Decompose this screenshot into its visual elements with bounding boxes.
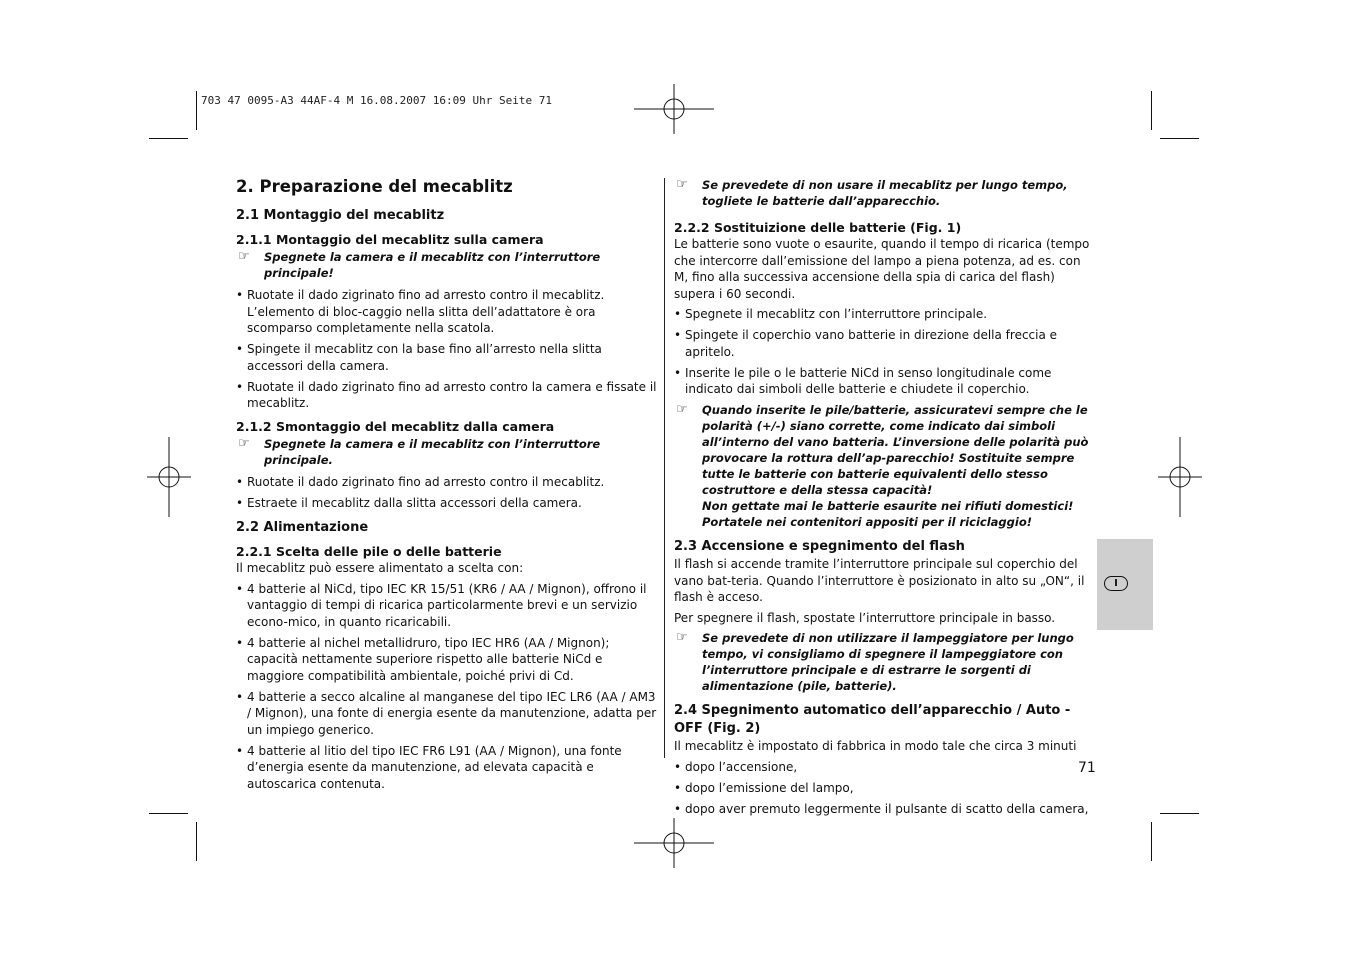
pointing-hand-icon: ☞ xyxy=(676,177,688,192)
list-item: • Estraete il mecablitz dalla slitta accessori della camera. xyxy=(236,495,661,512)
list-item: • 4 batterie al litio del tipo IEC FR6 L91 (AA / Mignon), una fonte d’energia esente da manutenzione, ad elevata capacità e autoscarica contenuta. xyxy=(236,743,661,793)
list-item: • 4 batterie al NiCd, tipo IEC KR 15/51 (KR6 / AA / Mignon), offrono il vantaggio di tempi di ricarica particolarmente brevi e un servizio econo-mico, in quanto ricaricabili. xyxy=(236,581,661,631)
subsection-heading: 2.1.1 Montaggio del mecablitz sulla camera xyxy=(236,232,544,247)
list-item: • Ruotate il dado zigrinato fino ad arresto contro la camera e fissate il mecablitz. xyxy=(236,379,661,412)
list-item: • Inserite le pile o le batterie NiCd in senso longitudinale come indicato dai simboli delle batterie e chiudete il coperchio. xyxy=(674,365,1094,398)
paragraph: Il mecablitz può essere alimentato a scelta con: xyxy=(236,561,524,575)
list-item: • dopo l’emissione del lampo, xyxy=(674,780,1094,797)
list-item: • Ruotate il dado zigrinato fino ad arresto contro il mecablitz. L’elemento di bloc-caggio nella slitta dell’adattatore è ora scomparso completamente nella scatola. xyxy=(236,287,661,337)
pointing-hand-icon: ☞ xyxy=(238,435,250,451)
list-item: • dopo l’accensione, xyxy=(674,759,1094,776)
list-item: • Spegnete il mecablitz con l’interruttore principale. xyxy=(674,306,1094,323)
bullet-list xyxy=(674,759,1094,818)
crop-mark xyxy=(196,822,197,861)
subsection-heading: 2.2.2 Sostituizione delle batterie (Fig. 1) xyxy=(674,220,962,235)
bullet-list xyxy=(674,306,1094,398)
paragraph: Le batterie sono vuote o esaurite, quando il tempo di ricarica (tempo che intercorre dall’emissione del lampo a piena potenza, ad es. con M, fino alla successiva accensione della spia di carica del flash) supera i 60 secondi. xyxy=(674,237,1090,301)
print-slug-line: 703 47 0095-A3 44AF-4 M 16.08.2007 16:09 Uhr Seite 71 xyxy=(201,94,552,107)
paragraph: Il mecablitz è impostato di fabbrica in modo tale che circa 3 minuti xyxy=(674,739,1077,753)
list-item: • Spingete il mecablitz con la base fino all’arresto nella slitta accessori della camera. xyxy=(236,341,661,374)
note-text: Spegnete la camera e il mecablitz con l’interruttore principale! xyxy=(264,250,601,280)
right-column xyxy=(674,176,1094,822)
paragraph: Il flash si accende tramite l’interruttore principale sul coperchio del vano bat-teria. Quando l’interruttore è posizionato in alto su „ON“, il flash è acceso. xyxy=(674,557,1085,604)
registration-mark-icon xyxy=(147,437,191,517)
bullet-list xyxy=(236,287,661,412)
crop-mark xyxy=(196,91,197,130)
section-heading: 2.2 Alimentazione xyxy=(236,520,369,535)
note-text: Se prevedete di non utilizzare il lampeggiatore per lungo tempo, vi consigliamo di spegnere il lampeggiatore con l’interruttore principale e di estrarre le sorgenti di alimentazione (pile, batterie). xyxy=(702,631,1074,693)
warning-note xyxy=(236,436,661,468)
note-text: Non gettate mai le batterie esaurite nei rifiuti domestici! Portatele nei contenitori appositi per il riciclaggio! xyxy=(702,499,1074,529)
subsection-heading: 2.1.2 Smontaggio del mecablitz dalla camera xyxy=(236,418,555,434)
crop-mark xyxy=(1160,813,1199,814)
warning-note xyxy=(674,402,1094,530)
list-item: • 4 batterie a secco alcaline al manganese del tipo IEC LR6 (AA / AM3 / Mignon), una fonte di energia esente da manutenzione, adatta per un impiego generico. xyxy=(236,689,661,739)
crop-mark xyxy=(1160,138,1199,139)
note-text: Se prevedete di non usare il mecablitz per lungo tempo, togliete le batterie dall’apparecchio. xyxy=(702,178,1068,208)
section-heading: 2.3 Accensione e spegnimento del flash xyxy=(674,539,965,554)
section-heading: 2.4 Spegnimento automatico dell’apparecchio / Auto - OFF (Fig. 2) xyxy=(674,703,1071,736)
crop-mark xyxy=(1151,822,1152,861)
warning-note xyxy=(236,249,661,281)
warning-note xyxy=(674,177,1094,209)
crop-mark xyxy=(149,138,188,139)
bullet-list xyxy=(236,581,661,793)
warning-note xyxy=(674,630,1094,694)
paragraph: Per spegnere il flash, spostate l’interruttore principale in basso. xyxy=(674,610,1056,625)
pointing-hand-icon: ☞ xyxy=(238,249,250,264)
crop-mark xyxy=(1151,91,1152,130)
list-item: • Ruotate il dado zigrinato fino ad arresto contro il mecablitz. xyxy=(236,474,661,491)
language-tab-label: I xyxy=(1104,576,1128,591)
page-number: 71 xyxy=(1078,760,1096,776)
list-item: • 4 batterie al nichel metallidruro, tipo IEC HR6 (AA / Mignon); capacità nettamente superiore rispetto alle batterie NiCd e maggiore compatibilità ambientale, poiché privi di Cd. xyxy=(236,635,661,685)
pointing-hand-icon: ☞ xyxy=(676,630,688,645)
pointing-hand-icon: ☞ xyxy=(676,402,688,417)
subsection-heading: 2.2.1 Scelta delle pile o delle batterie xyxy=(236,544,502,559)
note-text: Quando inserite le pile/batterie, assicuratevi sempre che le polarità (+/-) siano corrette, come indicato dai simboli all’interno del vano batteria. L’inversione delle polarità può provocare la rottura dell’ap-parecchio! Sostituite sempre tutte le batterie con batterie equivalenti dello stesso costruttore e della stessa capacità! xyxy=(702,403,1089,497)
registration-mark-icon xyxy=(634,818,714,868)
bullet-list xyxy=(236,474,661,512)
column-divider xyxy=(664,178,665,758)
crop-mark xyxy=(149,813,188,814)
section-heading: 2.1 Montaggio del mecablitz xyxy=(236,208,445,223)
page-title: 2. Preparazione del mecablitz xyxy=(236,177,513,196)
left-column xyxy=(236,176,661,797)
registration-mark-icon xyxy=(634,84,714,134)
list-item: • dopo aver premuto leggermente il pulsante di scatto della camera, xyxy=(674,801,1094,818)
list-item: • Spingete il coperchio vano batterie in direzione della freccia e apritelo. xyxy=(674,327,1094,360)
note-text: Spegnete la camera e il mecablitz con l’interruttore principale. xyxy=(264,436,601,467)
registration-mark-icon xyxy=(1158,437,1202,517)
